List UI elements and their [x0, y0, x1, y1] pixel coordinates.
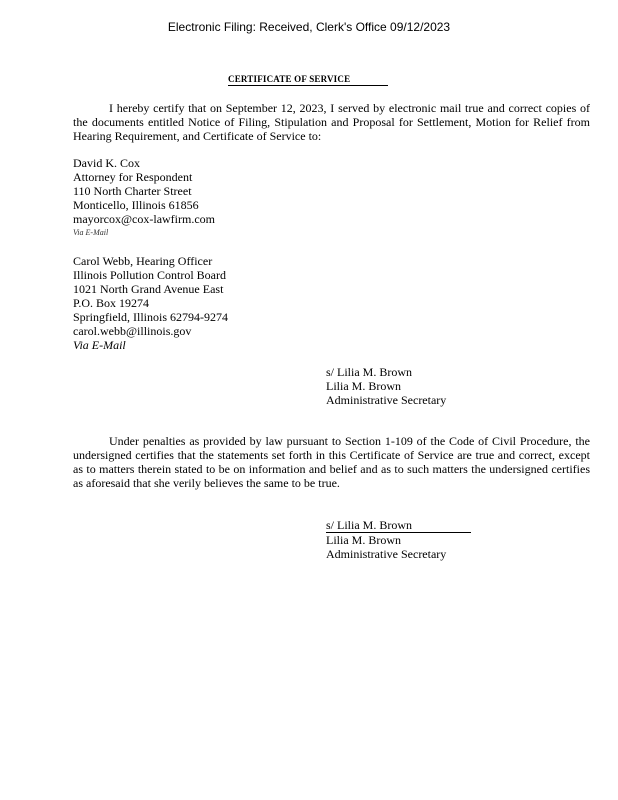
recipient-title: Attorney for Respondent — [73, 170, 193, 184]
recipient-email: carol.webb@illinois.gov — [73, 324, 192, 338]
recipient-title: Illinois Pollution Control Board — [73, 268, 227, 282]
signature-block-1 — [326, 365, 446, 407]
service-intro-text: I hereby certify that on September 12, 2023, I served by electronic mail true and correct copies of the documents entitled Notice of Filing, Stipulation and Proposal for Settlement, Motion for Relief from Hearing Requirement, and Certificate of Service to: — [73, 101, 590, 143]
signer-title: Administrative Secretary — [326, 547, 447, 561]
document-title: CERTIFICATE OF SERVICE — [228, 74, 388, 86]
recipient-address-line: Springfield, Illinois 62794-9274 — [73, 310, 228, 324]
filing-stamp-header: Electronic Filing: Received, Clerk's Office 09/12/2023 — [167, 20, 451, 34]
recipient-address-line: 110 North Charter Street — [73, 184, 192, 198]
recipient-email: mayorcox@cox-lawfirm.com — [73, 212, 216, 226]
signature-block-2 — [326, 518, 471, 561]
recipient-address-line: Monticello, Illinois 61856 — [73, 198, 199, 212]
recipient-delivery-method: Via E-Mail — [73, 338, 126, 352]
electronic-signature: s/ Lilia M. Brown — [326, 365, 412, 379]
recipient-name: Carol Webb, Hearing Officer — [73, 254, 213, 268]
recipient-address-line: 1021 North Grand Avenue East — [73, 282, 224, 296]
verification-text: Under penalties as provided by law pursuant to Section 1-109 of the Code of Civil Procedure, the undersigned certifies that the statements set forth in this Certificate of Service are true and correct, except as to matters therein stated to be on information and belief and as to such matters the undersigned certifies as aforesaid that she verily believes the same to be true. — [73, 434, 590, 490]
recipient-block-cox — [73, 156, 215, 240]
recipient-name: David K. Cox — [73, 156, 140, 170]
verification-paragraph — [73, 434, 590, 490]
signer-name: Lilia M. Brown — [326, 533, 401, 547]
service-intro-paragraph — [73, 101, 590, 143]
recipient-delivery-method: Via E-Mail — [73, 228, 109, 237]
signer-title: Administrative Secretary — [326, 393, 447, 407]
recipient-block-webb — [73, 254, 228, 352]
signer-name: Lilia M. Brown — [326, 379, 401, 393]
electronic-signature: s/ Lilia M. Brown — [326, 519, 471, 533]
recipient-address-line: P.O. Box 19274 — [73, 296, 150, 310]
